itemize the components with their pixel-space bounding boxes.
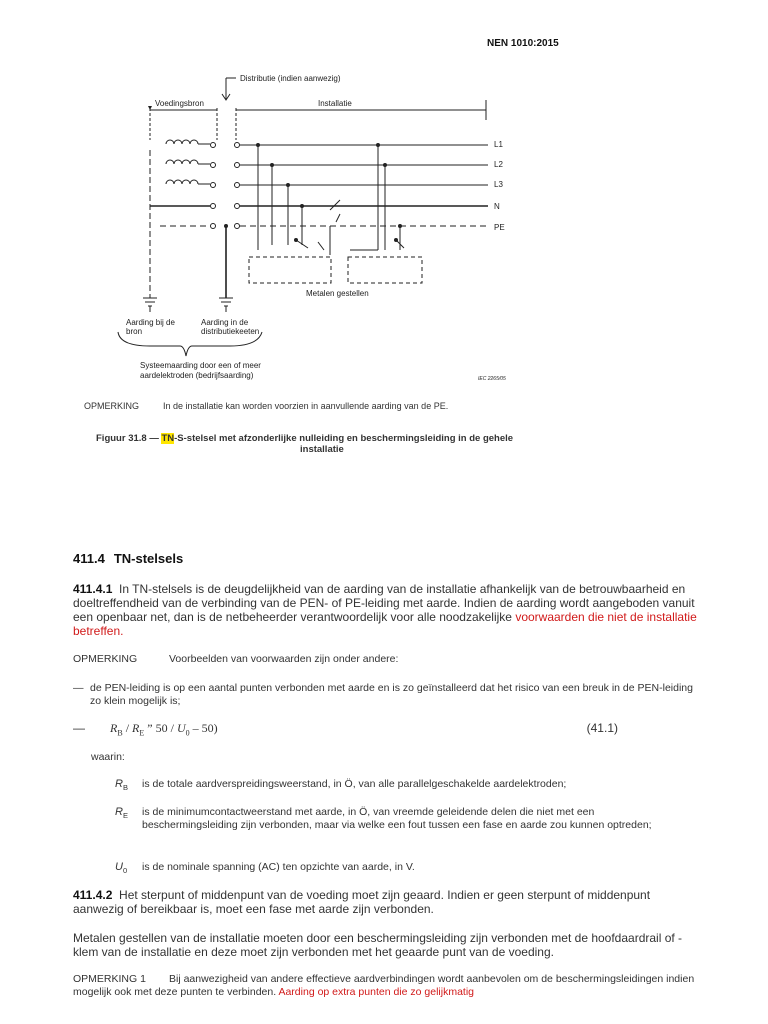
tn-s-system-diagram: [0, 0, 768, 400]
section-heading: [73, 551, 183, 566]
paragraph-text: Het sterpunt of middenpunt van de voeding moet zijn geaard. Indien er geen sterpunt of middenpunt aanwezig of bereikbaar is, moet een fase met aarde zijn verbonden.: [73, 888, 651, 916]
note-1: [73, 653, 701, 666]
paragraph-411-4-1: [73, 582, 701, 638]
caption-highlight: TN: [161, 433, 175, 444]
highlighted-text: voorwaarden die niet de installatie betreffen.: [73, 610, 697, 638]
standard-header: NEN 1010:2015: [487, 38, 559, 49]
fig-label-earth-dist-2: distributiekeeten: [201, 327, 260, 336]
fig-label-system-earth-1: Systeemaarding door een of meer: [140, 361, 261, 370]
caption-rest: -S-stelsel met afzonderlijke nulleiding en beschermingsleiding in de gehele: [174, 433, 514, 444]
note-text: Voorbeelden van voorwaarden zijn onder andere:: [169, 653, 399, 665]
equation-dash: —: [73, 721, 85, 735]
fig-label-l3: L3: [494, 180, 503, 189]
section-number: 411.4: [73, 551, 105, 566]
equation-formula: $R_B / R_E$ ” $50 / U_0 - 50$): [110, 721, 218, 738]
fig-label-l2: L2: [494, 160, 503, 169]
symbol-u0: $U_0$: [115, 861, 128, 876]
caption-line2: installatie: [300, 444, 344, 455]
paragraph-metal-frames: Metalen gestellen van de installatie moeten door een beschermingsleiding zijn verbonden met de hoofdaardrail of -klem van de installatie en deze moet zijn verbonden met het geaarde punt van de voeding.: [73, 931, 683, 959]
fig-label-metal-frames: Metalen gestellen: [306, 289, 369, 298]
figure-caption: [96, 433, 566, 455]
symbol-rb: $R_B$: [115, 778, 128, 793]
fig-label-earth-dist-1: Aarding in de: [201, 318, 249, 327]
fig-label-installation: Installatie: [318, 99, 352, 108]
fig-label-n: N: [494, 202, 500, 211]
note-text: Bij aanwezigheid van andere effectieve aardverbindingen wordt aanbevolen om de beschermingsleidingen indien mogelijk ook met deze punten te verbinden.: [73, 973, 695, 998]
section-title: TN-stelsels: [113, 551, 184, 566]
bullet-dash: —: [73, 682, 84, 694]
symbol-re: $R_E$: [115, 806, 128, 821]
fig-label-earth-source-2: bron: [126, 327, 143, 336]
definition-rb: is de totale aardverspreidingsweerstand, in Ö, van alle parallelgeschakelde aardelektroden;: [142, 778, 567, 790]
fig-iec-ref: IEC 2265/05: [478, 376, 506, 382]
fig-label-pe: PE: [494, 223, 505, 232]
bullet-text: de PEN-leiding is op een aantal punten verbonden met aarde en is zo geïnstalleerd dat het risico van een breuk in de PEN-leiding zo klein mogelijk is;: [90, 682, 693, 707]
equation-41-1: [73, 721, 618, 737]
figure-note: [84, 401, 448, 411]
fig-label-earth-source-1: Aarding bij de: [126, 318, 175, 327]
fig-label-l1: L1: [494, 140, 503, 149]
note-label: OPMERKING: [73, 653, 138, 665]
fig-label-distribution: Distributie (indien aanwezig): [240, 74, 341, 83]
caption-prefix: Figuur 31.8 —: [96, 433, 162, 444]
paragraph-411-4-2: [73, 888, 701, 916]
highlighted-text: Aarding op extra punten die zo gelijkmatig: [278, 986, 475, 998]
note-label: OPMERKING 1: [73, 973, 146, 985]
definition-re: is de minimumcontactweerstand met aarde, in Ö, van vreemde geleidende delen die niet met een beschermingsleiding zijn verbonden, maar via welke een fout tussen een fase en aarde zou kunnen optreden;: [142, 806, 652, 831]
equation-number: (41.1): [586, 721, 618, 735]
figure-note-label: OPMERKING: [84, 401, 140, 411]
fig-label-supply-source: Voedingsbron: [155, 99, 204, 108]
waarin-label: waarin:: [91, 751, 125, 763]
paragraph-text: In TN-stelsels is de deugdelijkheid van de aarding van de installatie afhankelijk van de betrouwbaarheid en doeltreffendheid van de verbinding van de PEN- of PE-leiding met aarde. Indien de aarding wordt aangeboden vanuit een openbaar net, dan is de netbeheerder verantwoordelijk voor alle noodzakelijke: [73, 582, 695, 624]
note-opmerking-1: [73, 973, 701, 999]
definition-u0: is de nominale spanning (AC) ten opzichte van aarde, in V.: [142, 861, 415, 873]
clause-number: 411.4.1: [73, 582, 113, 596]
clause-number: 411.4.2: [73, 888, 113, 902]
fig-label-system-earth-2: aardelektroden (bedrijfsaarding): [140, 371, 254, 380]
figure-note-text: In de installatie kan worden voorzien in aanvullende aarding van de PE.: [163, 401, 449, 411]
bullet-item: [73, 682, 701, 708]
